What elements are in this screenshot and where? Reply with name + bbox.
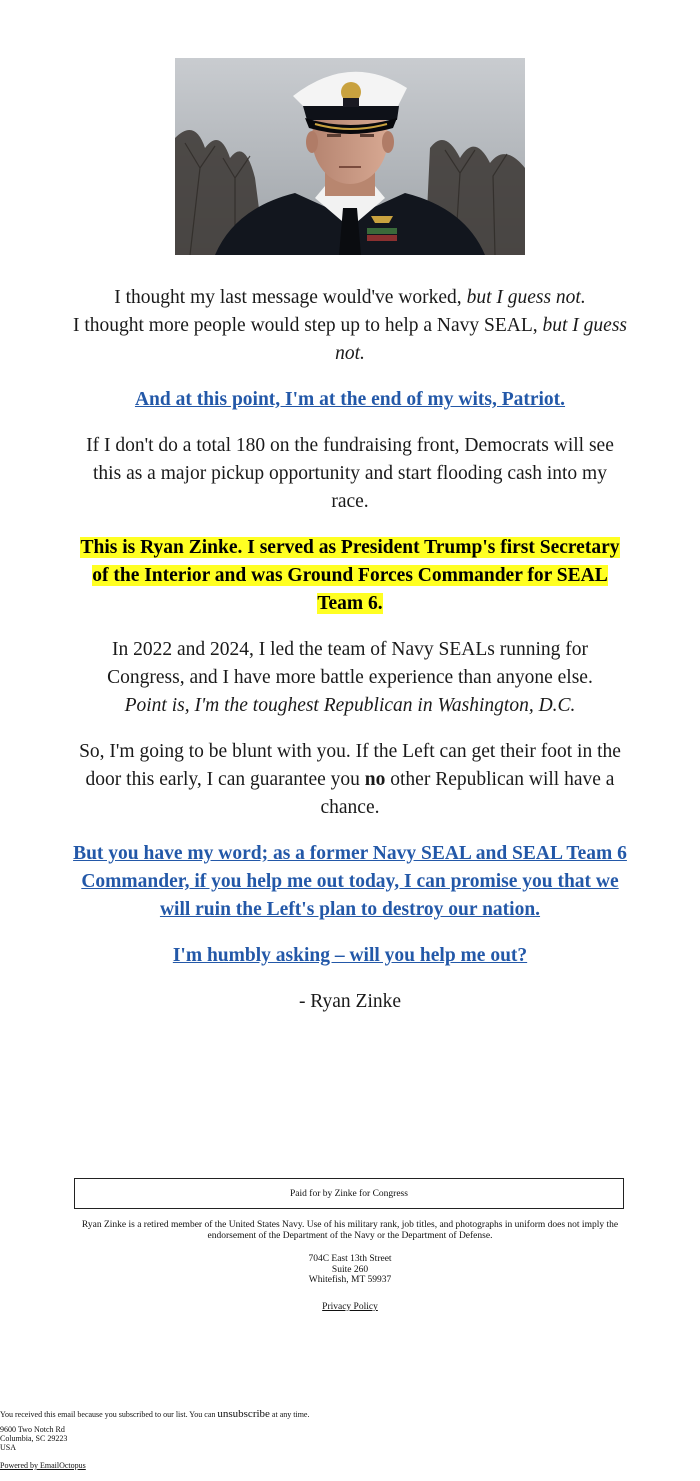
promise-link[interactable]: But you have my word; as a former Navy SEAL and SEAL Team 6 Commander, if you help me out today, I can promise you that we will ruin the Left's plan to destroy our nation. — [73, 843, 627, 920]
blunt-paragraph: So, I'm going to be blunt with you. If the Left can get their foot in the door this early, I can guarantee you no other Republican will have a chance. — [79, 741, 621, 818]
link-paragraph-2 — [72, 840, 628, 924]
paid-for-box: Paid for by Zinke for Congress — [74, 1178, 624, 1209]
mailing-address: 704C East 13th Street Suite 260 Whitefish, MT 59937 — [308, 1254, 392, 1285]
link-paragraph-1 — [72, 386, 628, 414]
email-footer — [0, 1410, 700, 1470]
powered-by-link[interactable]: Powered by EmailOctopus — [0, 1461, 86, 1470]
portrait-photo — [175, 58, 525, 255]
sender-address: 9600 Two Notch Rd Columbia, SC 29223 USA — [0, 1425, 68, 1452]
end-of-wits-link[interactable]: And at this point, I'm at the end of my wits, Patriot. — [134, 389, 566, 410]
fundraising-paragraph: If I don't do a total 180 on the fundraising front, Democrats will see this as a major pickup opportunity and start flooding cash into my race. — [86, 435, 614, 512]
experience-paragraph: In 2022 and 2024, I led the team of Navy SEALs running for Congress, and I have more battle experience than anyone else. Point is, I'm the toughest Republican in Washington, D.C. — [107, 639, 593, 716]
unsubscribe-link[interactable]: unsubscribe — [217, 1408, 270, 1420]
help-me-out-link[interactable]: I'm humbly asking – will you help me out? — [172, 945, 528, 966]
link-paragraph-3 — [72, 942, 628, 970]
military-disclaimer: Ryan Zinke is a retired member of the United States Navy. Use of his military rank, job titles, and photographs in uniform does not imply the endorsement of the Department of the Navy or the Department of Defense. — [81, 1220, 619, 1241]
privacy-policy-link[interactable]: Privacy Policy — [322, 1302, 378, 1312]
intro-paragraph: I thought my last message would've worked, but I guess not. I thought more people would step up to help a Navy SEAL, but I guess not. — [72, 287, 628, 364]
message-body — [72, 284, 628, 1034]
subscription-notice: You received this email because you subscribed to our list. You can unsubscribe at any time. — [0, 1408, 310, 1420]
highlighted-text: This is Ryan Zinke. I served as President Trump's first Secretary of the Interior and was Ground Forces Commander for SEAL Team 6. — [80, 537, 620, 614]
signature: - Ryan Zinke — [298, 991, 402, 1012]
highlight-paragraph — [72, 534, 628, 618]
hero-image — [175, 58, 525, 255]
